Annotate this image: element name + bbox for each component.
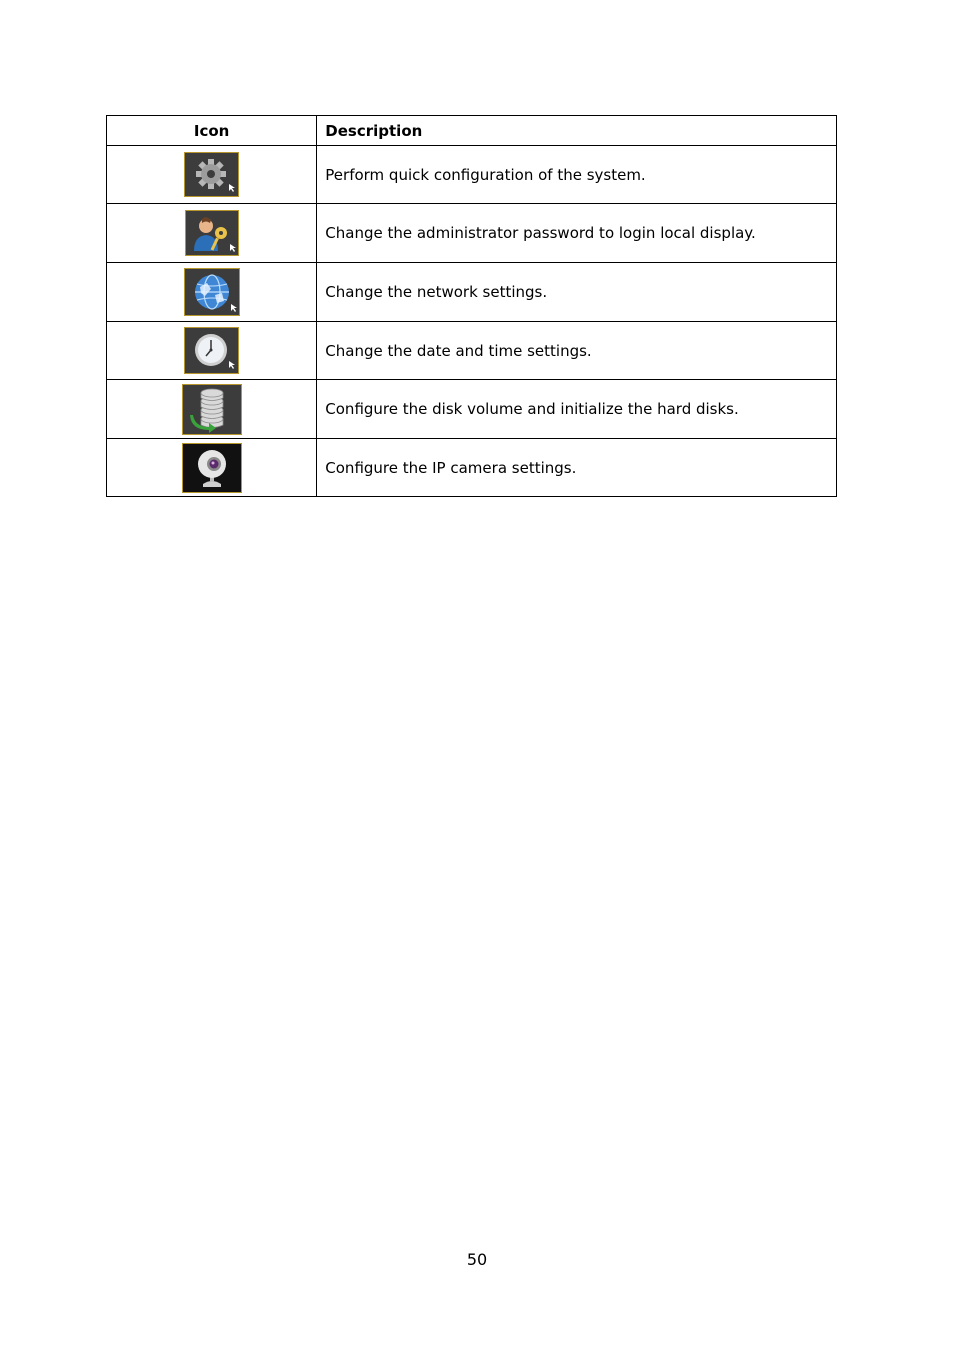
table-row [107,322,837,380]
description-cell: Configure the disk volume and initialize the hard disks. [317,380,837,439]
table-row [107,380,837,439]
icon-description-table [106,115,837,497]
disk-stack-icon [182,384,242,435]
description-cell: Change the network settings. [317,263,837,322]
icon-cell [107,146,317,204]
table-row [107,204,837,263]
header-icon: Icon [107,116,317,146]
icon-cell [107,204,317,263]
page-number: 50 [466,1250,488,1269]
table-row [107,263,837,322]
table-row [107,146,837,204]
icon-cell [107,439,317,497]
clock-icon [184,327,239,374]
gear-icon [184,152,239,197]
icon-cell [107,263,317,322]
globe-network-icon [184,268,240,316]
description-cell: Perform quick configuration of the system. [317,146,837,204]
icon-cell [107,322,317,380]
webcam-icon [182,443,242,493]
user-key-icon [185,210,239,256]
description-cell: Change the date and time settings. [317,322,837,380]
header-description: Description [317,116,837,146]
table-header-row [107,116,837,146]
description-cell: Change the administrator password to login local display. [317,204,837,263]
icon-cell [107,380,317,439]
description-cell: Configure the IP camera settings. [317,439,837,497]
table-row [107,439,837,497]
